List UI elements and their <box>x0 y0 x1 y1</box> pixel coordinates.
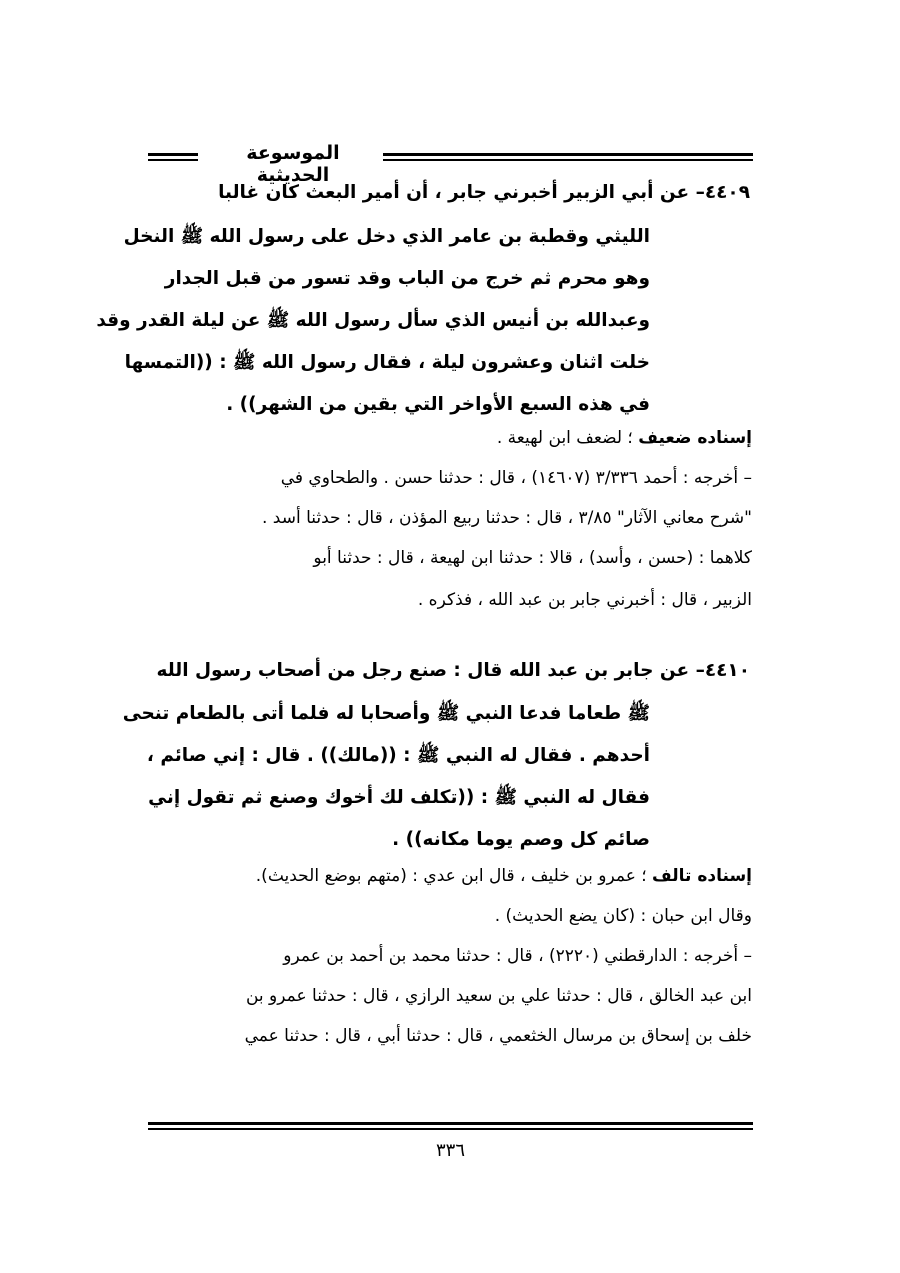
header-title: الموسوعة الحديثية <box>246 142 340 186</box>
grading-4410 <box>256 866 752 886</box>
hadith-4409-line-6: في هذه السبع الأواخر التي بقين من الشهر)) . <box>226 394 650 415</box>
takhrij-4409-line-2: "شرح معاني الآثار" ٣/٨٥ ، قال : حدثنا ربيع المؤذن ، قال : حدثنا أسد . <box>261 508 752 528</box>
takhrij-4409-line-1: – أخرجه : أحمد ٣/٣٣٦ (١٤٦٠٧) ، قال : حدثنا حسن . والطحاوي في <box>280 468 752 488</box>
hadith-4410-line-3: أحدهم . فقال له النبي ﷺ : ((مالك)) . قال : إني صائم ، <box>146 745 650 766</box>
grading-4410-extra: وقال ابن حبان : (كان يضع الحديث) . <box>494 906 752 926</box>
hadith-4409-line-1: ٤٤٠٩– عن أبي الزبير أخبرني جابر ، أن أمير البعث كان غالبا <box>218 182 750 203</box>
grading-4410-label: إسناده تالف <box>652 866 752 886</box>
grading-4409-label: إسناده ضعيف <box>638 428 752 448</box>
takhrij-4410-line-3: خلف بن إسحاق بن مرسال الخثعمي ، قال : حدثنا أبي ، قال : حدثنا عمي <box>244 1026 752 1046</box>
hadith-4409-line-3: وهو محرم ثم خرج من الباب وقد تسور من قبل الجدار <box>164 268 650 289</box>
hadith-4410-line-5: صائم كل وصم يوما مكانه)) . <box>392 829 650 850</box>
takhrij-4409-line-3: كلاهما : (حسن ، وأسد) ، قالا : حدثنا ابن لهيعة ، قال : حدثنا أبو <box>313 548 752 568</box>
hadith-4410-line-2: ﷺ طعاما فدعا النبي ﷺ وأصحابا له فلما أتى بالطعام تنحى <box>122 703 650 724</box>
footer-rule <box>148 1122 753 1130</box>
grading-4409-text: ؛ لضعف ابن لهيعة . <box>496 428 633 448</box>
page-number: ٣٣٦ <box>435 1140 465 1161</box>
hadith-4410-line-1: ٤٤١٠– عن جابر بن عبد الله قال : صنع رجل من أصحاب رسول الله <box>156 660 750 681</box>
hadith-4409-line-2: الليثي وقطبة بن عامر الذي دخل على رسول الله ﷺ النخل <box>123 226 650 247</box>
hadith-4410-line-4: فقال له النبي ﷺ : ((تكلف لك أخوك وصنع ثم تقول إني <box>148 787 650 808</box>
hadith-4409-line-5: خلت اثنان وعشرون ليلة ، فقال رسول الله ﷺ : ((التمسها <box>124 352 650 373</box>
grading-4410-text: ؛ عمرو بن خليف ، قال ابن عدي : (متهم بوضع الحديث). <box>255 866 647 886</box>
hadith-4409-line-4: وعبدالله بن أنيس الذي سأل رسول الله ﷺ عن ليلة القدر وقد <box>96 310 650 331</box>
takhrij-4410-line-1: – أخرجه : الدارقطني (٢٢٢٠) ، قال : حدثنا محمد بن أحمد بن عمرو <box>283 946 752 966</box>
takhrij-4410-line-2: ابن عبد الخالق ، قال : حدثنا علي بن سعيد الرازي ، قال : حدثنا عمرو بن <box>245 986 752 1006</box>
takhrij-4409-line-4: الزبير ، قال : أخبرني جابر بن عبد الله ، فذكره . <box>417 590 752 610</box>
